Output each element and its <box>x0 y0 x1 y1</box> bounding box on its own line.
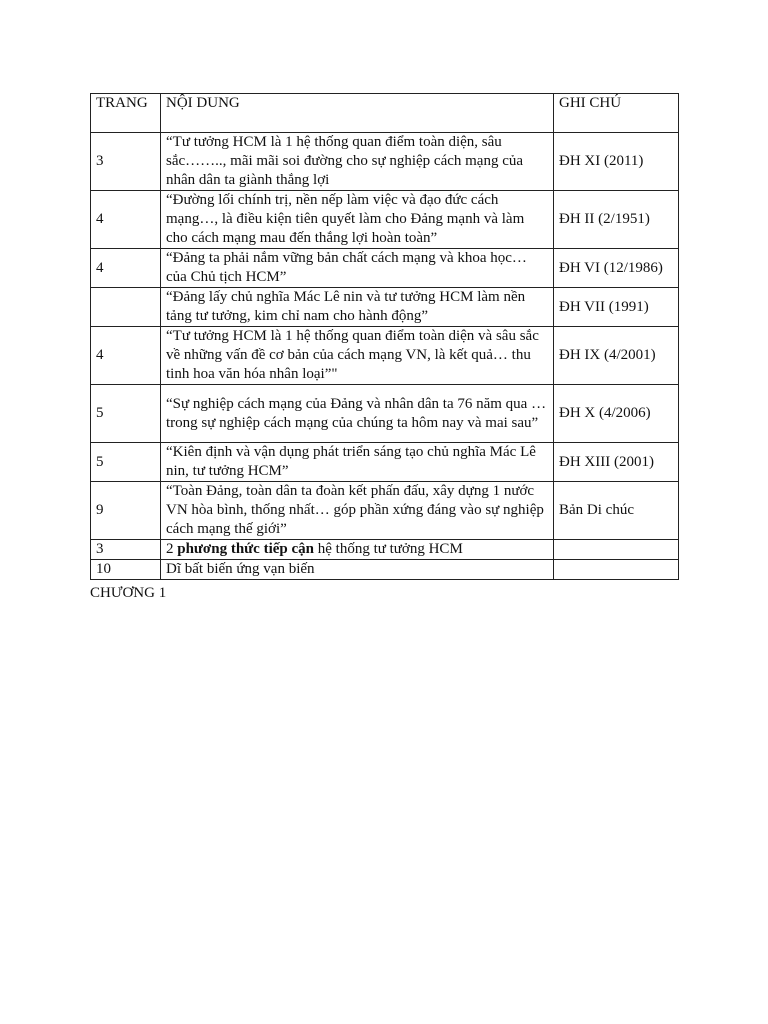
row-note: ĐH II (2/1951) <box>554 191 679 249</box>
row-note: ĐH IX (4/2001) <box>554 327 679 385</box>
row-note <box>554 560 679 580</box>
row-note: ĐH X (4/2006) <box>554 385 679 443</box>
row-page: 10 <box>91 560 161 580</box>
row-content <box>161 540 554 560</box>
table-row <box>91 560 679 580</box>
row-page: 3 <box>91 540 161 560</box>
table-row <box>91 191 679 249</box>
table-row <box>91 288 679 327</box>
table-row <box>91 540 679 560</box>
table-row <box>91 249 679 288</box>
row-content: “Đảng lấy chủ nghĩa Mác Lê nin và tư tưởng HCM làm nền tảng tư tưởng, kim chỉ nam cho hành động” <box>161 288 554 327</box>
row-content: “Tư tưởng HCM là 1 hệ thống quan điểm toàn diện, sâu sắc…….., mãi mãi soi đường cho sự nghiệp cách mạng của nhân dân ta giành thắng lợi <box>161 133 554 191</box>
row-page <box>91 288 161 327</box>
row-content-suffix: hệ thống tư tưởng HCM <box>314 541 463 557</box>
row-content-bold: phương thức tiếp cận <box>177 541 314 557</box>
row-content: “Tư tưởng HCM là 1 hệ thống quan điểm toàn diện và sâu sắc về những vấn đề cơ bản của cách mạng VN, là kết quả… thu tinh hoa văn hóa nhân loại”" <box>161 327 554 385</box>
notes-table <box>90 93 679 580</box>
row-note: Bản Di chúc <box>554 482 679 540</box>
table-header-row <box>91 94 679 133</box>
table-row <box>91 443 679 482</box>
header-note: GHI CHÚ <box>554 94 679 133</box>
table-row <box>91 327 679 385</box>
row-note: ĐH XIII (2001) <box>554 443 679 482</box>
row-content: “Sự nghiệp cách mạng của Đảng và nhân dân ta 76 năm qua … trong sự nghiệp cách mạng của chúng ta hôm nay và mai sau” <box>161 385 554 443</box>
row-note: ĐH VII (1991) <box>554 288 679 327</box>
row-content: “Đảng ta phải nắm vững bản chất cách mạng và khoa học… của Chủ tịch HCM” <box>161 249 554 288</box>
row-page: 5 <box>91 443 161 482</box>
row-note: ĐH XI (2011) <box>554 133 679 191</box>
chapter-heading: CHƯƠNG 1 <box>90 585 167 601</box>
row-page: 9 <box>91 482 161 540</box>
header-content: NỘI DUNG <box>161 94 554 133</box>
header-page: TRANG <box>91 94 161 133</box>
row-page: 4 <box>91 191 161 249</box>
row-content: “Kiên định và vận dụng phát triển sáng tạo chủ nghĩa Mác Lê nin, tư tưởng HCM” <box>161 443 554 482</box>
row-page: 4 <box>91 249 161 288</box>
table-row <box>91 482 679 540</box>
row-content: “Toàn Đảng, toàn dân ta đoàn kết phấn đấu, xây dựng 1 nước VN hòa bình, thống nhất… góp phần xứng đáng vào sự nghiệp cách mạng thế giới” <box>161 482 554 540</box>
row-content: “Đường lối chính trị, nền nếp làm việc và đạo đức cách mạng…, là điều kiện tiên quyết làm cho Đảng mạnh và làm cho cách mạng mau đến thắng lợi hoàn toàn” <box>161 191 554 249</box>
table-row <box>91 385 679 443</box>
row-page: 4 <box>91 327 161 385</box>
table-row <box>91 133 679 191</box>
row-content-prefix: 2 <box>166 541 178 557</box>
row-note <box>554 540 679 560</box>
row-page: 3 <box>91 133 161 191</box>
row-page: 5 <box>91 385 161 443</box>
row-note: ĐH VI (12/1986) <box>554 249 679 288</box>
row-content: Dĩ bất biến ứng vạn biến <box>161 560 554 580</box>
